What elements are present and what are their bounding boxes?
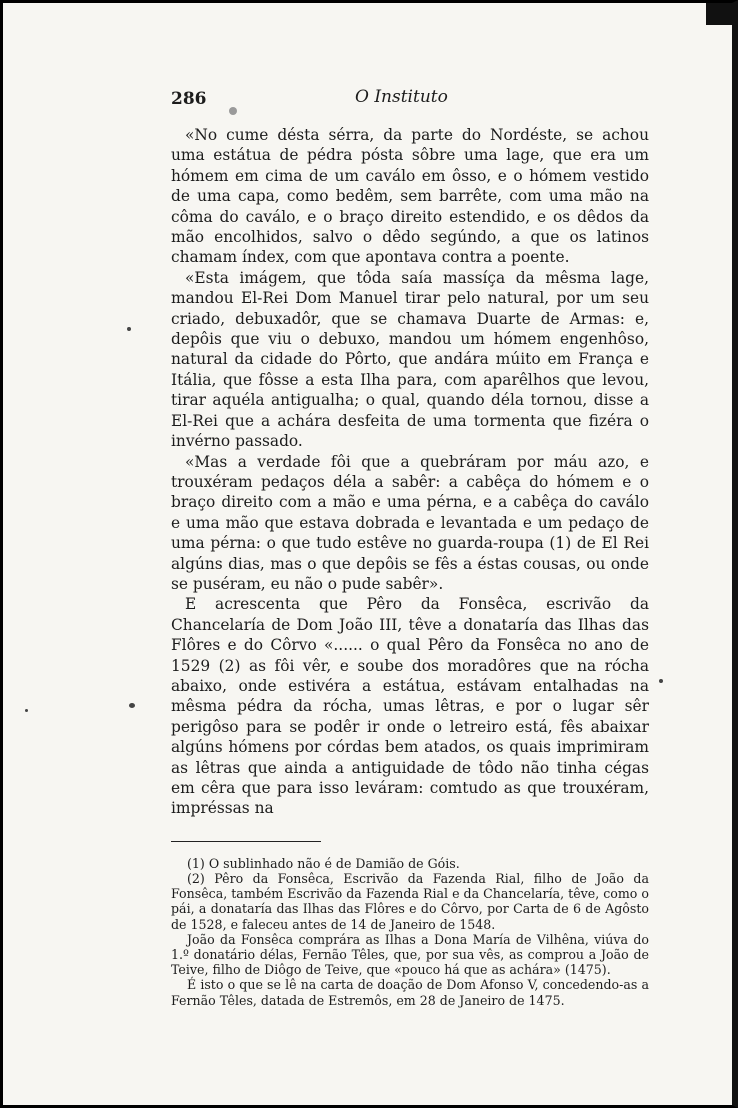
footnote: É isto o que se lê na carta de doação de Dom Afonso V, concedendo-as a Fernão Têles, datada de Estremôs, em 28 de Janeiro de 1475. xyxy=(171,977,649,1008)
paragraph: «Esta imágem, que tôda saía massíça da mêsma lage, mandou El-Rei Dom Manuel tirar pelo natural, por um seu criado, debuxadôr, que se chamava Duarte de Armas: e, depôis que viu o debuxo, mandou um hómem engenhôso, natural da cidade do Pôrto, que andára múito em França e Itália, que fôsse a esta Ilha para, com aparêlhos que levou, tirar aquéla antigualha; o qual, quando déla tornou, disse a El-Rei que a achára desfeita de uma tormenta que fizéra o invérno passado. xyxy=(171,268,649,451)
ink-speck xyxy=(129,703,135,708)
footnotes xyxy=(171,856,649,1008)
paragraph: «No cume désta sérra, da parte do Nordéste, se achou uma estátua de pédra pósta sôbre uma lage, que era um hómem em cima de um caválo em ôsso, e o hómem vestido de uma capa, como bedêm, sem barrête, com uma mão na côma do caválo, e o braço direito estendido, e os dêdos da mão encolhidos, salvo o dêdo segúndo, a que os latinos chamam índex, com que apontava contra a poente. xyxy=(171,126,649,267)
footnote: (2) Pêro da Fonsêca, Escrivão da Fazenda Rial, filho de João da Fonsêca, também Escrivão da Fazenda Rial e da Chancelaría, têve, como o pái, a donataría das Ilhas das Flôres e do Côrvo, por Carta de 6 de Agôsto de 1528, e faleceu antes de 14 de Janeiro de 1548. xyxy=(171,871,649,932)
paragraph: E acrescenta que Pêro da Fonsêca, escrivão da Chancelaría de Dom João III, têve a donataría das Ilhas das Flôres e do Côrvo «...... o qual Pêro da Fonsêca no ano de 1529 (2) as fôi vêr, e soube dos moradôres que na rócha abaixo, onde estivéra a estátua, estávam entalhadas na mêsma pédra da rócha, umas lêtras, e por o lugar sêr perigôso para se podêr ir onde o letreiro está, fês abaixar algúns hómens por córdas bem atados, os quais imprimiram as lêtras que ainda a antiguidade de tôdo não tinha cégas em cêra que para isso leváram: comtudo as que trouxéram, impréssas na xyxy=(171,595,649,818)
scan-corner-mark xyxy=(706,3,732,25)
footnote: (1) O sublinhado não é de Damião de Góis. xyxy=(187,855,460,871)
body-text xyxy=(171,125,649,819)
footnote-divider xyxy=(171,841,321,842)
footnote: João da Fonsêca comprára as Ilhas a Dona María de Vilhêna, viúva do 1.º donatário délas, Fernão Têles, que, por sua vês, as comprou a João de Teive, filho de Diôgo de Teive, que «pouco há que as achára» (1475). xyxy=(171,931,649,978)
journal-title: O Instituto xyxy=(355,87,448,107)
ink-speck xyxy=(127,327,131,331)
running-head xyxy=(171,83,649,111)
paragraph: «Mas a verdade fôi que a quebráram por máu azo, e trouxéram pedaços déla a sabêr: a cabêça do hómem e o braço direito com a mão e uma pérna, e a cabêça do caválo e uma mão que estava dobrada e levantada e um pedaço de uma pérna: o que tudo estêve no guarda-roupa (1) de El Rei algúns dias, mas o que depôis se fês a éstas cousas, ou onde se puséram, eu não o pude sabêr». xyxy=(171,452,649,593)
ornament-dot-icon xyxy=(229,107,237,115)
ink-speck xyxy=(25,709,28,712)
page-content xyxy=(171,83,649,1008)
ink-speck xyxy=(659,679,663,683)
page-number: 286 xyxy=(171,89,207,109)
